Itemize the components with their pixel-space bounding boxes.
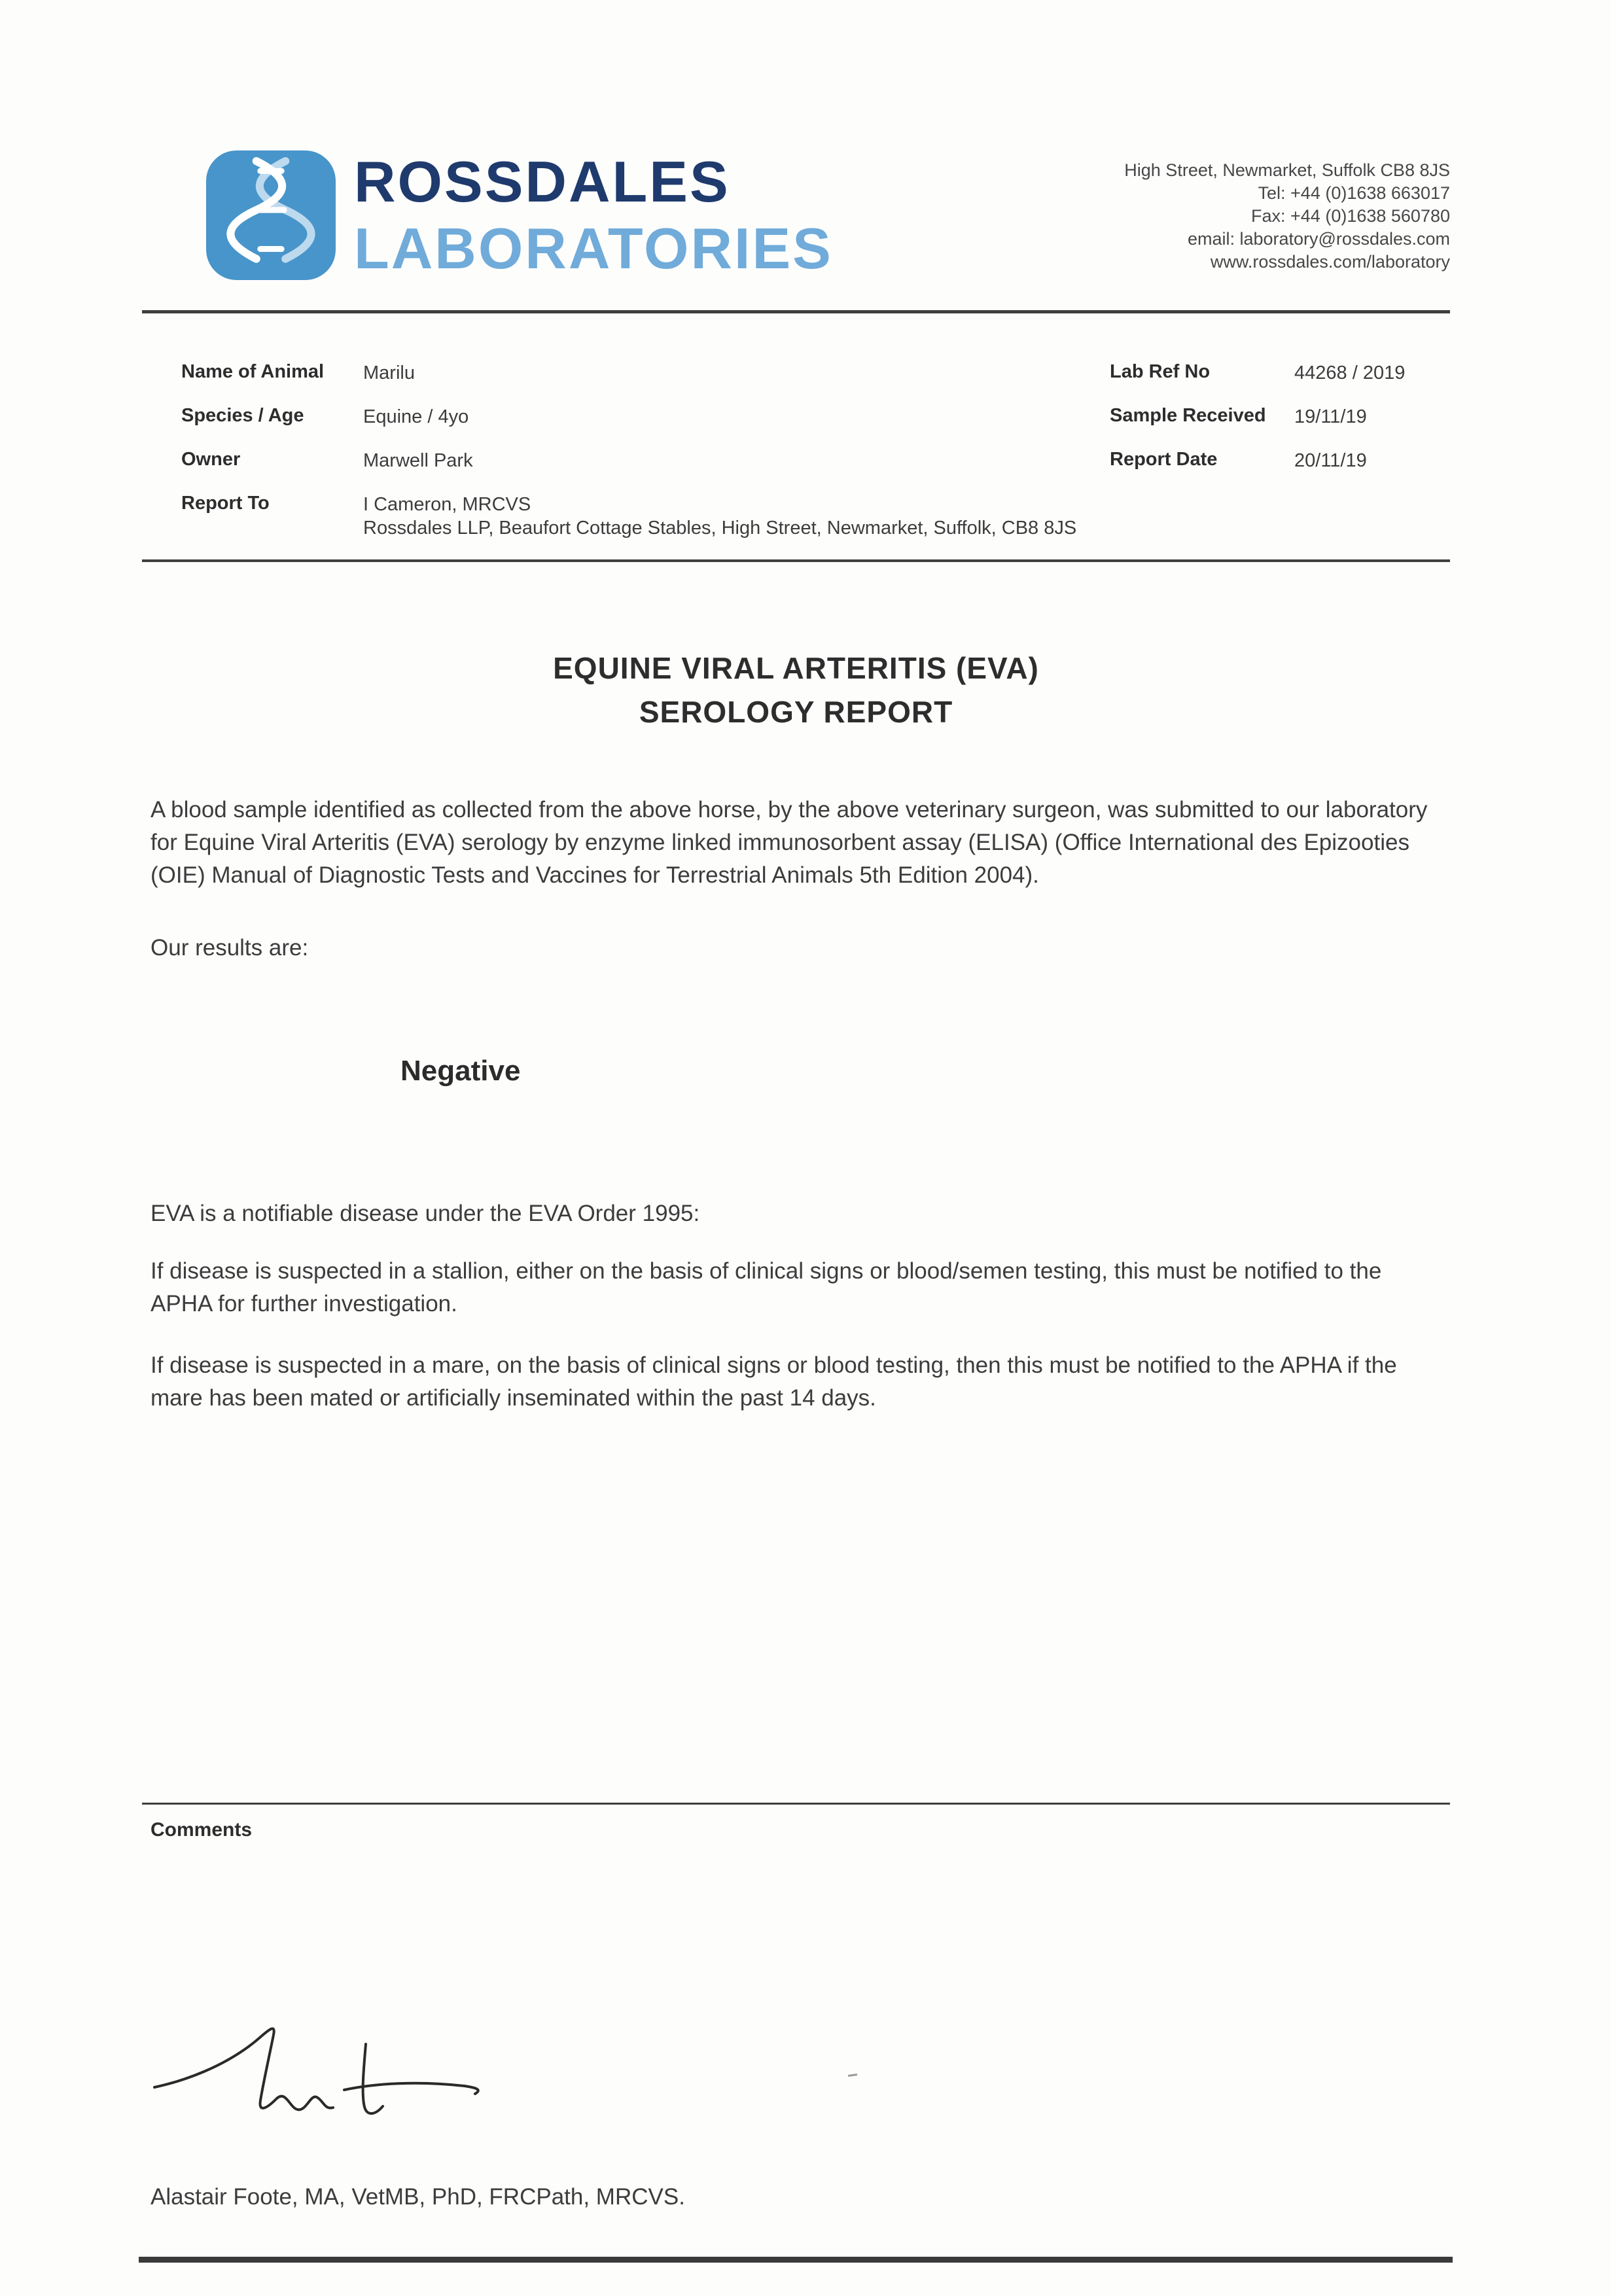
scan-artifact-mark: [848, 2074, 857, 2077]
field-value: Equine / 4yo: [363, 406, 469, 427]
contact-website: www.rossdales.com/laboratory: [1210, 252, 1450, 272]
detail-row-lab-ref: [1110, 361, 1463, 385]
field-label: Report Date: [1110, 449, 1218, 470]
brand-wordmark: [354, 149, 833, 281]
contact-tel: Tel: +44 (0)1638 663017: [1258, 183, 1450, 203]
page-bottom-bar: [139, 2257, 1453, 2263]
field-value: 20/11/19: [1294, 450, 1367, 471]
divider-details: [142, 559, 1450, 562]
field-label: Sample Received: [1110, 405, 1266, 426]
report-title: [142, 646, 1450, 734]
field-label: Species / Age: [181, 405, 304, 426]
contact-block: [1124, 159, 1450, 274]
detail-row-report-date: [1110, 449, 1463, 472]
detail-row-owner: [181, 449, 1110, 472]
contact-fax: Fax: +44 (0)1638 560780: [1251, 206, 1450, 226]
detail-row-sample-received: [1110, 405, 1463, 429]
report-to-line2: Rossdales LLP, Beaufort Cottage Stables, High Street, Newmarket, Suffolk, CB8 8JS: [363, 518, 1077, 539]
field-label: Lab Ref No: [1110, 361, 1211, 382]
mare-paragraph: If disease is suspected in a mare, on the basis of clinical signs or blood testing, then this must be notified to the APHA if the mare has been mated or artificially inseminated within the past 14 days.: [150, 1352, 1397, 1411]
report-title-line2: SEROLOGY REPORT: [639, 695, 953, 729]
comments-label: Comments: [150, 1819, 253, 1841]
result-value: Negative: [400, 1055, 521, 1087]
detail-row-name-of-animal: [181, 361, 1110, 385]
field-label: Report To: [181, 493, 270, 514]
signature-image: [149, 2010, 503, 2134]
notifiable-disease-notice: EVA is a notifiable disease under the EVA Order 1995:: [150, 1201, 700, 1226]
field-label: Name of Animal: [181, 361, 325, 382]
report-intro-paragraph: A blood sample identified as collected from the above horse, by the above veterinary surgeon, was submitted to our laboratory for Equine Viral Arteritis (EVA) serology by enzyme linked immunosorbent assay (ELISA) (Office International des Epizooties (OIE) Manual of Diagnostic Tests and Vaccines for Terrestrial Animals 5th Edition 2004).: [150, 797, 1428, 888]
field-value: Marwell Park: [363, 450, 473, 471]
detail-row-report-to: [181, 493, 1110, 540]
contact-email: email: laboratory@rossdales.com: [1187, 229, 1450, 249]
field-value: Marilu: [363, 362, 415, 383]
field-label: Owner: [181, 449, 241, 470]
stallion-paragraph: If disease is suspected in a stallion, either on the basis of clinical signs or blood/semen testing, this must be notified to the APHA for further investigation.: [150, 1258, 1382, 1316]
field-value: [363, 493, 1076, 540]
signatory-name: Alastair Foote, MA, VetMB, PhD, FRCPath, MRCVS.: [150, 2184, 685, 2210]
animal-details: [181, 361, 1110, 560]
divider-top: [142, 310, 1450, 313]
lab-reference-details: [1110, 361, 1463, 493]
field-value: 19/11/19: [1294, 406, 1367, 427]
dna-helix-icon: [205, 149, 337, 281]
results-lead: Our results are:: [150, 935, 309, 961]
report-to-line1: I Cameron, MRCVS: [363, 494, 531, 515]
detail-row-species-age: [181, 405, 1110, 429]
brand-name-line1: ROSSDALES: [354, 149, 730, 214]
report-title-line1: EQUINE VIRAL ARTERITIS (EVA): [553, 651, 1039, 685]
contact-address: High Street, Newmarket, Suffolk CB8 8JS: [1124, 160, 1450, 180]
field-value: 44268 / 2019: [1294, 362, 1406, 383]
divider-comments: [142, 1803, 1450, 1805]
brand-name-line2: LABORATORIES: [354, 216, 833, 281]
logo: [205, 149, 833, 281]
